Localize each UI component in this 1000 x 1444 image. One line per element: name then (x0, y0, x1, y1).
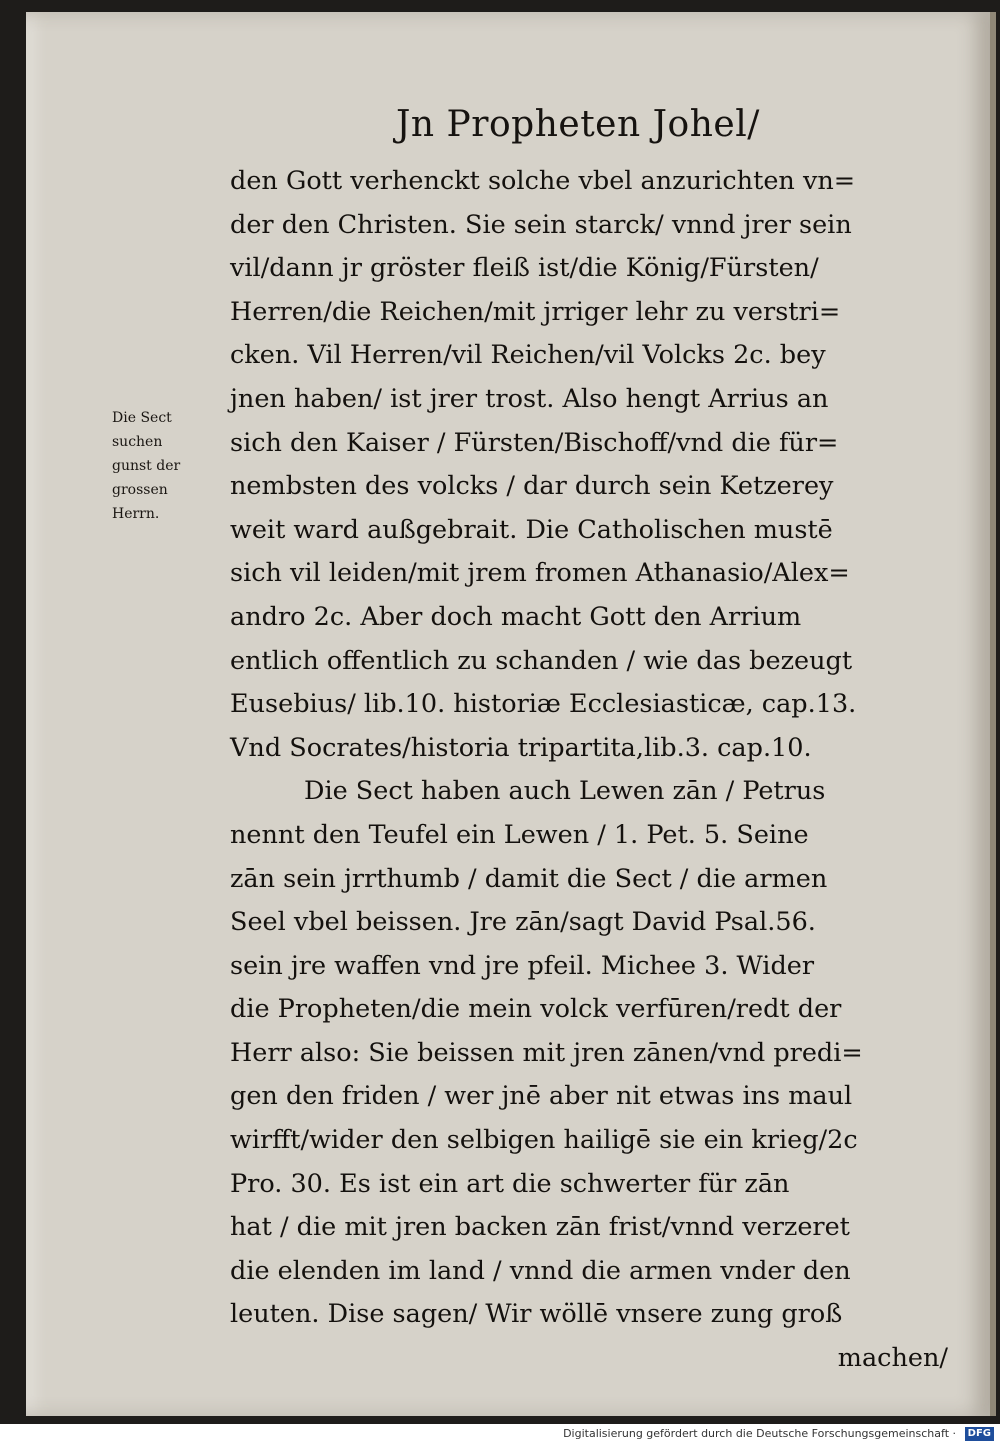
text-line: gen den friden / wer jnē aber nit etwas ins maul (230, 1081, 853, 1112)
text-line: sich den Kaiser / Fürsten/Bischoff/vnd die für= (230, 427, 839, 458)
text-line: Pro. 30. Es ist ein art die schwerter für zān (230, 1168, 790, 1199)
running-header: Jn Propheten Johel/ (396, 104, 760, 145)
text-line: die elenden im land / vnnd die armen vnder den (230, 1255, 851, 1286)
text-line: den Gott verhenckt solche vbel anzurichten vn= (230, 166, 856, 196)
marginal-note-line: Die Sect (112, 410, 172, 426)
text-line: hat / die mit jren backen zān frist/vnnd verzeret (230, 1212, 850, 1243)
body-text (230, 160, 960, 1381)
text-line: sein jre waffen vnd jre pfeil. Michee 3. Wider (230, 950, 815, 981)
text-line: Vnd Socrates/historia tripartita,lib.3. cap.10. (230, 732, 812, 763)
text-line: nennt den Teufel ein Lewen / 1. Pet. 5. Seine (230, 819, 809, 850)
text-line: jnen haben/ ist jrer trost. Also hengt Arrius an (230, 383, 829, 414)
text-line: entlich offentlich zu schanden / wie das bezeugt (230, 645, 853, 676)
text-line: Herren/die Reichen/mit jrriger lehr zu verstri= (230, 296, 841, 327)
funding-credit: Digitalisierung gefördert durch die Deutsche Forschungsgemeinschaft · (563, 1427, 956, 1440)
marginal-note-line: gunst der (112, 458, 181, 474)
text-line: der den Christen. Sie sein starck/ vnnd jrer sein (230, 209, 852, 240)
text-line: vil/dann jr gröster fleiß ist/die König/Fürsten/ (230, 253, 819, 284)
text-line: wirfft/wider den selbigen hailigē sie ein krieg/2c (230, 1125, 858, 1156)
dfg-logo: DFG (965, 1427, 994, 1441)
text-line-paragraph-start: Die Sect haben auch Lewen zān / Petrus (304, 776, 826, 807)
text-line: nembsten des volcks / dar durch sein Ketzerey (230, 471, 834, 502)
marginal-note-line: grossen (112, 482, 168, 498)
text-line: weit ward außgebrait. Die Catholischen mustē (230, 514, 833, 545)
text-line: sich vil leiden/mit jrem fromen Athanasio/Alex= (230, 558, 850, 589)
text-line: andro 2c. Aber doch macht Gott den Arrium (230, 601, 802, 632)
marginal-note-line: suchen (112, 434, 163, 450)
text-line: zān sein jrrthumb / damit die Sect / die armen (230, 863, 828, 894)
text-line: Seel vbel beissen. Jre zān/sagt David Psal.56. (230, 907, 816, 938)
text-line: Herr also: Sie beissen mit jren zānen/vnd predi= (230, 1037, 863, 1068)
text-line: cken. Vil Herren/vil Reichen/vil Volcks 2c. bey (230, 340, 826, 371)
text-line: die Propheten/die mein volck verfūren/redt der (230, 994, 842, 1025)
catchword: machen/ (837, 1343, 948, 1374)
text-line: leuten. Dise sagen/ Wir wöllē vnsere zung groß (230, 1299, 843, 1330)
marginal-note (112, 406, 222, 526)
footer-bar (0, 1424, 1000, 1444)
text-line: Eusebius/ lib.10. historiæ Ecclesiasticæ, cap.13. (230, 689, 857, 720)
marginal-note-line: Herrn. (112, 506, 160, 522)
